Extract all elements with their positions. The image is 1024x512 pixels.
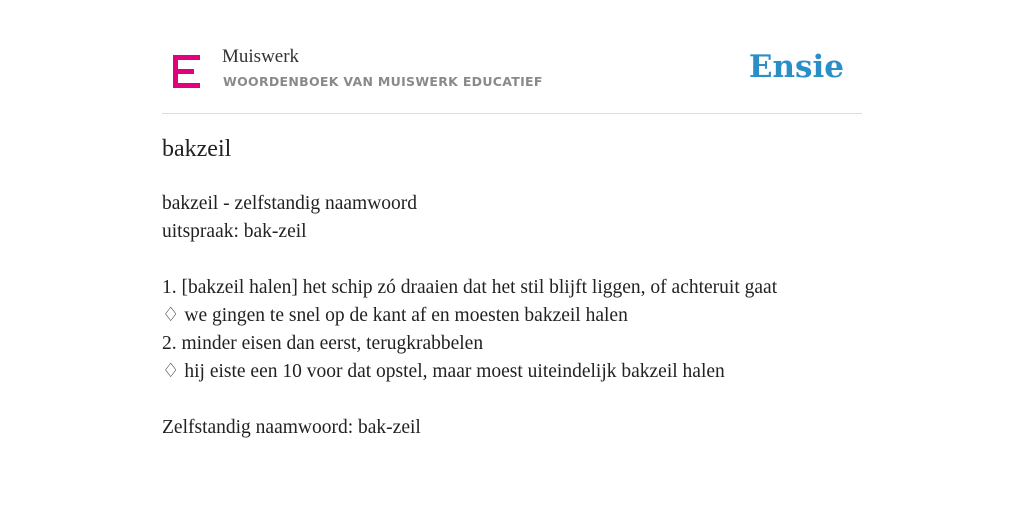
logo-bar-top <box>173 55 200 60</box>
entry-line-blank <box>162 386 862 414</box>
entry-line-blank <box>162 246 862 274</box>
entry-body <box>162 190 862 442</box>
header <box>162 40 862 114</box>
entry-line-heading: bakzeil - zelfstandig naamwoord <box>162 193 418 214</box>
entry-line-hyphenation: Zelfstandig naamwoord: bak-zeil <box>162 417 421 438</box>
muiswerk-logo-icon[interactable] <box>173 55 200 88</box>
entry-title: bakzeil <box>162 136 232 162</box>
entry-line-example-1: ♢ we gingen te snel op de kant af en moesten bakzeil halen <box>162 305 628 326</box>
logo-bar-bottom <box>173 83 200 88</box>
entry-line-definition-2: 2. minder eisen dan eerst, terugkrabbelen <box>162 333 484 354</box>
ensie-logo[interactable]: Ensie <box>748 49 844 85</box>
entry-line-pronunciation: uitspraak: bak-zeil <box>162 221 307 242</box>
entry-line-example-2: ♢ hij eiste een 10 voor dat opstel, maar moest uiteindelijk bakzeil halen <box>162 361 725 382</box>
entry-line-definition-1: 1. [bakzeil halen] het schip zó draaien dat het stil blijft liggen, of achteruit gaat <box>162 277 778 298</box>
brand-name[interactable]: Muiswerk <box>222 46 300 67</box>
brand-subtitle: WOORDENBOEK VAN MUISWERK EDUCATIEF <box>223 74 543 89</box>
logo-bar-middle <box>173 69 194 74</box>
